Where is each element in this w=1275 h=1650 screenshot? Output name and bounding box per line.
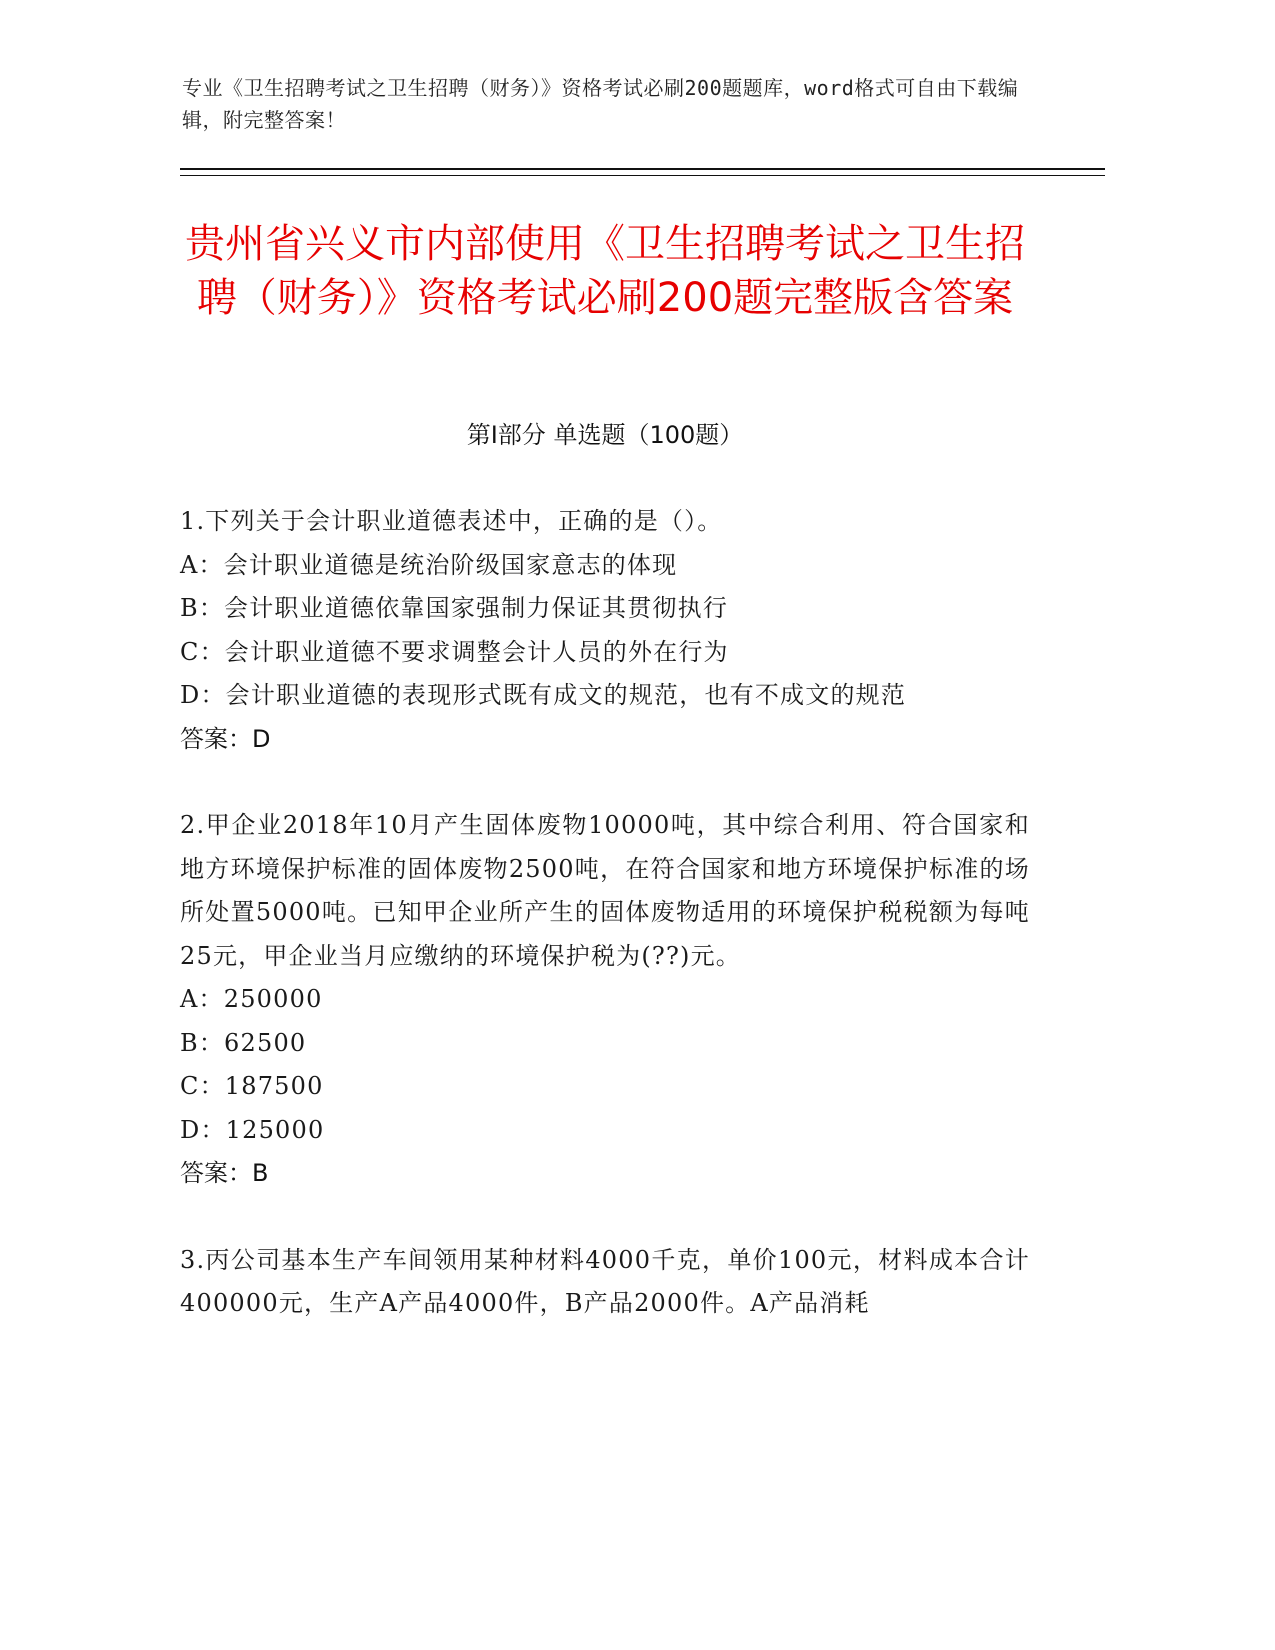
document-title: 贵州省兴义市内部使用《卫生招聘考试之卫生招聘（财务）》资格考试必刷200题完整版含答案 (185, 221, 1025, 321)
spacer (180, 1196, 1030, 1239)
question-stem: 3.丙公司基本生产车间领用某种材料4000千克，单价100元，材料成本合计400000元，生产A产品4000件，B产品2000件。A产品消耗 (180, 1245, 1030, 1317)
question-1 (180, 500, 1030, 761)
question-stem: 2.甲企业2018年10月产生固体废物10000吨，其中综合利用、符合国家和地方环境保护标准的固体废物2500吨，在符合国家和地方环境保护标准的场所处置5000吨。已知甲企业所产生的固体废物适用的环境保护税税额为每吨25元，甲企业当月应缴纳的环境保护税为(??)元。 (180, 811, 1030, 970)
option-b: B：62500 (180, 1028, 307, 1057)
question-2 (180, 804, 1030, 1196)
spacer (180, 761, 1030, 804)
option-c: C：187500 (180, 1072, 324, 1100)
option-a: A：会计职业道德是统治阶级国家意志的体现 (180, 550, 678, 579)
header-rule-thick (180, 168, 1105, 170)
option-c: C：会计职业道德不要求调整会计人员的外在行为 (180, 637, 729, 666)
option-d: D：125000 (180, 1115, 325, 1144)
option-b: B：会计职业道德依靠国家强制力保证其贯彻执行 (180, 594, 729, 622)
question-stem: 1.下列关于会计职业道德表述中，正确的是（）。 (180, 507, 723, 535)
answer: 答案：B (180, 1159, 269, 1187)
header-intro: 专业《卫生招聘考试之卫生招聘（财务）》资格考试必刷200题题库，word格式可自由下载编辑，附完整答案！ (182, 76, 1019, 132)
option-a: A：250000 (180, 985, 323, 1013)
header-rule-thin (180, 175, 1105, 176)
option-d: D：会计职业道德的表现形式既有成文的规范，也有不成文的规范 (180, 681, 907, 709)
question-3 (180, 1239, 1030, 1326)
question-list (180, 500, 1030, 1326)
answer: 答案：D (180, 724, 271, 753)
section-title: 第Ⅰ部分 单选题（100题） (466, 421, 744, 449)
